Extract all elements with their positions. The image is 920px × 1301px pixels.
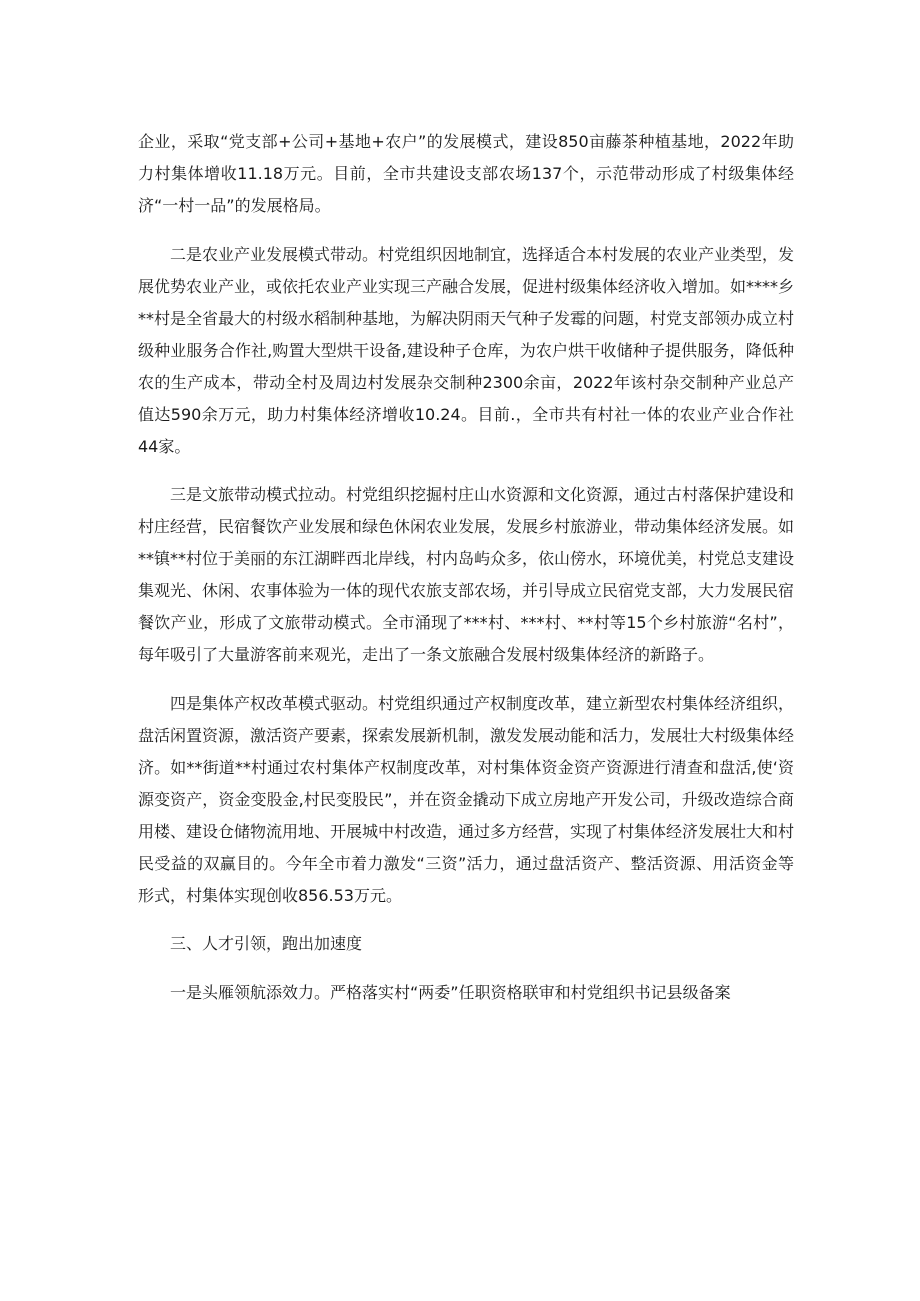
paragraph-property-reform-model: 四是集体产权改革模式驱动。村党组织通过产权制度改革，建立新型农村集体经济组织，盘活闲置资源，激活资产要素，探索发展新机制，激发发展动能和活力，发展壮大村级集体经济。如**街道**村通过农村集体产权制度改革，对村集体资金资产资源进行清查和盘活,使‘资源变资产，资金变股金,村民变股民”，并在资金撬动下成立房地产开发公司，升级改造综合商用楼、建设仓储物流用地、开展城中村改造，通过多方经营，实现了村集体经济发展壮大和村民受益的双赢目的。今年全市着力激发“三资”活力，通过盘活资产、整活资源、用活资金等形式，村集体实现创收856.53万元。 — [138, 693, 795, 905]
paragraph-agriculture-model: 二是农业产业发展模式带动。村党组织因地制宜，选择适合本村发展的农业产业类型，发展优势农业产业，或依托农业产业实现三产融合发展，促进村级集体经济收入增加。如****乡**村是全省最大的村级水稻制种基地，为解决阴雨天气种子发霉的问题，村党支部领办成立村级种业服务合作社,购置大型烘干设备,建设种子仓库，为农户烘干收储种子提供服务，降低种农的生产成本，带动全村及周边村发展杂交制种2300余亩，2022年该村杂交制种产业总产值达590余万元，助力村集体经济增收10.24。目前.，全市共有村社一体的农业产业合作社44家。 — [138, 244, 795, 456]
section-heading-talent: 三、人才引领，跑出加速度 — [170, 934, 363, 953]
document-body — [138, 126, 794, 1025]
paragraph-culture-tourism-model: 三是文旅带动模式拉动。村党组织挖掘村庄山水资源和文化资源，通过古村落保护建设和村庄经营，民宿餐饮产业发展和绿色休闲农业发展，发展乡村旅游业，带动集体经济发展。如**镇**村位于美丽的东江湖畔西北岸线，村内岛屿众多，依山傍水，环境优美，村党总支建设集观光、休闲、农事体验为一体的现代农旅支部农场，并引导成立民宿党支部，大力发展民宿餐饮产业，形成了文旅带动模式。全市涌现了***村、***村、**村等15个乡村旅游“名村”，每年吸引了大量游客前来观光，走出了一条文旅融合发展村级集体经济的新路子。 — [138, 485, 795, 664]
paragraph-continuation: 企业，采取“党支部+公司+基地+农户”的发展模式，建设850亩藤茶种植基地，2022年助力村集体增收11.18万元。目前，全市共建设支部农场137个，示范带动形成了村级集体经济“一村一品”的发展格局。 — [138, 132, 794, 215]
paragraph-leader-talent: 一是头雁领航添效力。严格落实村“两委”任职资格联审和村党组织书记县级备案 — [170, 982, 731, 1002]
